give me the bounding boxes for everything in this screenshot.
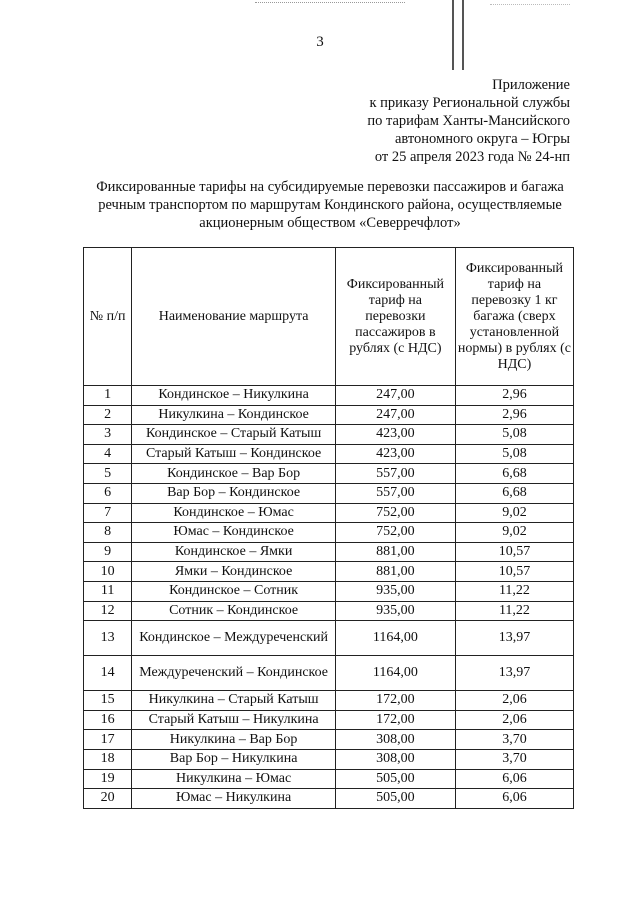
cell-baggage: 5,08	[455, 425, 573, 445]
cell-baggage: 2,06	[455, 710, 573, 730]
cell-baggage: 11,22	[455, 581, 573, 601]
cell-passenger: 308,00	[335, 749, 455, 769]
cell-passenger: 423,00	[335, 425, 455, 445]
cell-num: 8	[84, 523, 132, 543]
title-line: акционерным обществом «Северречфлот»	[199, 215, 461, 231]
cell-num: 11	[84, 581, 132, 601]
cell-num: 2	[84, 405, 132, 425]
appendix-line: по тарифам Ханты-Мансийского	[367, 113, 570, 129]
cell-passenger: 505,00	[335, 789, 455, 809]
cell-passenger: 881,00	[335, 562, 455, 582]
table-row	[84, 405, 574, 425]
cell-route: Междуреченский – Кондинское	[132, 656, 336, 691]
appendix-line: от 25 апреля 2023 года № 24-нп	[374, 149, 570, 165]
cell-baggage: 10,57	[455, 542, 573, 562]
title-line: речным транспортом по маршрутам Кондинского района, осуществляемые	[98, 197, 562, 213]
cell-passenger: 247,00	[335, 386, 455, 406]
table-row	[84, 789, 574, 809]
cell-baggage: 10,57	[455, 562, 573, 582]
cell-num: 20	[84, 789, 132, 809]
cell-route: Никулкина – Кондинское	[132, 405, 336, 425]
cell-route: Никулкина – Вар Бор	[132, 730, 336, 750]
cell-route: Кондинское – Юмас	[132, 503, 336, 523]
cell-route: Никулкина – Старый Катыш	[132, 691, 336, 711]
cell-baggage: 13,97	[455, 656, 573, 691]
table-row	[84, 749, 574, 769]
cell-route: Старый Катыш – Кондинское	[132, 444, 336, 464]
cell-passenger: 752,00	[335, 503, 455, 523]
cell-baggage: 6,68	[455, 464, 573, 484]
cell-passenger: 1164,00	[335, 656, 455, 691]
cell-num: 4	[84, 444, 132, 464]
cell-route: Вар Бор – Никулкина	[132, 749, 336, 769]
appendix-line: Приложение	[492, 77, 570, 93]
cell-num: 7	[84, 503, 132, 523]
cell-num: 17	[84, 730, 132, 750]
cell-baggage: 6,06	[455, 789, 573, 809]
cell-num: 3	[84, 425, 132, 445]
cell-passenger: 247,00	[335, 405, 455, 425]
cell-num: 12	[84, 601, 132, 621]
table-row	[84, 464, 574, 484]
page-number: 3	[316, 34, 324, 50]
cell-num: 5	[84, 464, 132, 484]
cell-baggage: 6,68	[455, 483, 573, 503]
table-row	[84, 621, 574, 656]
appendix-line: автономного округа – Югры	[394, 131, 570, 147]
cell-baggage: 11,22	[455, 601, 573, 621]
cell-passenger: 935,00	[335, 601, 455, 621]
cell-num: 13	[84, 621, 132, 656]
cell-baggage: 6,06	[455, 769, 573, 789]
table-row	[84, 503, 574, 523]
table-row	[84, 581, 574, 601]
cell-route: Вар Бор – Кондинское	[132, 483, 336, 503]
cell-passenger: 752,00	[335, 523, 455, 543]
document-title	[60, 178, 600, 232]
cell-route: Никулкина – Юмас	[132, 769, 336, 789]
table-row	[84, 691, 574, 711]
cell-num: 19	[84, 769, 132, 789]
table-row	[84, 425, 574, 445]
cell-baggage: 2,96	[455, 405, 573, 425]
cell-num: 6	[84, 483, 132, 503]
header-passenger-tariff: Фиксированный тариф на перевозки пассажиров в рублях (с НДС)	[335, 248, 455, 386]
cell-baggage: 9,02	[455, 503, 573, 523]
cell-route: Юмас – Кондинское	[132, 523, 336, 543]
table-row	[84, 542, 574, 562]
cell-passenger: 881,00	[335, 542, 455, 562]
cell-route: Кондинское – Вар Бор	[132, 464, 336, 484]
table-row	[84, 386, 574, 406]
cell-route: Кондинское – Междуреченский	[132, 621, 336, 656]
cell-passenger: 557,00	[335, 464, 455, 484]
cell-baggage: 9,02	[455, 523, 573, 543]
table-row	[84, 601, 574, 621]
cell-baggage: 2,06	[455, 691, 573, 711]
cell-route: Сотник – Кондинское	[132, 601, 336, 621]
tariffs-table	[83, 247, 574, 809]
cell-route: Кондинское – Сотник	[132, 581, 336, 601]
cell-num: 1	[84, 386, 132, 406]
cell-passenger: 1164,00	[335, 621, 455, 656]
cell-passenger: 557,00	[335, 483, 455, 503]
cell-passenger: 505,00	[335, 769, 455, 789]
scan-noise	[490, 4, 570, 9]
cell-passenger: 308,00	[335, 730, 455, 750]
header-baggage-tariff: Фиксированный тариф на перевозку 1 кг багажа (сверх установленной нормы) в рублях (с НДС)	[455, 248, 573, 386]
table-row	[84, 769, 574, 789]
cell-num: 16	[84, 710, 132, 730]
table-row	[84, 710, 574, 730]
cell-passenger: 172,00	[335, 691, 455, 711]
cell-passenger: 172,00	[335, 710, 455, 730]
cell-num: 10	[84, 562, 132, 582]
cell-baggage: 3,70	[455, 730, 573, 750]
cell-route: Юмас – Никулкина	[132, 789, 336, 809]
table-header-row	[84, 248, 574, 386]
cell-num: 9	[84, 542, 132, 562]
cell-num: 14	[84, 656, 132, 691]
cell-route: Старый Катыш – Никулкина	[132, 710, 336, 730]
cell-num: 18	[84, 749, 132, 769]
table-row	[84, 562, 574, 582]
table-row	[84, 730, 574, 750]
cell-route: Кондинское – Ямки	[132, 542, 336, 562]
table-row	[84, 656, 574, 691]
cell-passenger: 423,00	[335, 444, 455, 464]
header-route: Наименование маршрута	[132, 248, 336, 386]
cell-baggage: 13,97	[455, 621, 573, 656]
table-row	[84, 483, 574, 503]
cell-passenger: 935,00	[335, 581, 455, 601]
header-num: № п/п	[84, 248, 132, 386]
scan-noise	[255, 2, 405, 7]
cell-baggage: 3,70	[455, 749, 573, 769]
title-line: Фиксированные тарифы на субсидируемые перевозки пассажиров и багажа	[96, 179, 564, 195]
cell-num: 15	[84, 691, 132, 711]
cell-baggage: 5,08	[455, 444, 573, 464]
table-body	[84, 386, 574, 809]
appendix-block	[367, 76, 570, 166]
appendix-line: к приказу Региональной службы	[369, 95, 570, 111]
table-row	[84, 523, 574, 543]
cell-route: Кондинское – Никулкина	[132, 386, 336, 406]
cell-route: Кондинское – Старый Катыш	[132, 425, 336, 445]
cell-route: Ямки – Кондинское	[132, 562, 336, 582]
cell-baggage: 2,96	[455, 386, 573, 406]
table-row	[84, 444, 574, 464]
